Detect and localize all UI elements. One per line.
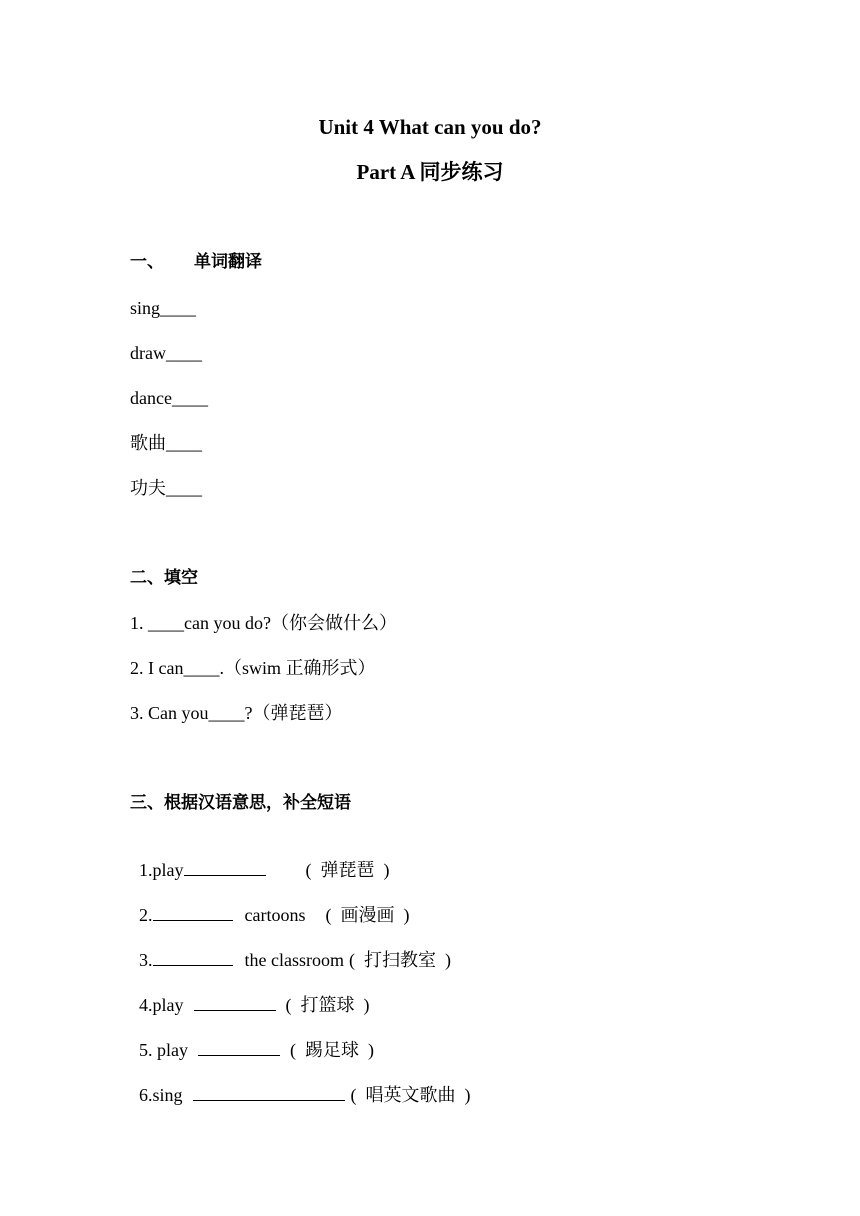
- phrase-prefix: 3.: [139, 950, 153, 970]
- document-title: Unit 4 What can you do?: [318, 115, 542, 139]
- list-item: draw____: [130, 343, 202, 363]
- phrase-prefix: 2.: [139, 905, 153, 925]
- phrase-item: [130, 972, 370, 1016]
- phrase-prefix: 1.play: [139, 860, 184, 880]
- answer-blank[interactable]: [194, 994, 276, 1011]
- phrase-translation: ( 踢足球 ): [290, 1040, 374, 1060]
- section-1-title: 单词翻译: [194, 252, 262, 272]
- list-item: 2. I can____.（swim 正确形式）: [130, 658, 376, 678]
- phrase-item: [130, 1062, 471, 1106]
- section-1-heading: [130, 251, 262, 273]
- phrase-translation: ( 打扫教室 ): [348, 950, 451, 970]
- list-item: dance____: [130, 388, 208, 408]
- phrase-prefix: 4.play: [139, 995, 184, 1015]
- answer-blank[interactable]: [193, 1084, 295, 1101]
- answer-blank[interactable]: [184, 859, 266, 876]
- phrase-prefix: 6.sing: [139, 1085, 183, 1105]
- list-item: 歌曲____: [130, 433, 202, 453]
- answer-blank[interactable]: [198, 1039, 280, 1056]
- list-item: sing____: [130, 298, 197, 318]
- phrase-item: [130, 927, 451, 971]
- list-item: 3. Can you____?（弹琵琶）: [130, 703, 343, 723]
- phrase-item: [130, 882, 409, 926]
- list-item: 功夫____: [130, 478, 202, 498]
- section-1-number: 一、: [130, 252, 164, 272]
- phrase-translation: ( 唱英文歌曲 ): [350, 1085, 471, 1105]
- phrase-translation: ( 弹琵琶 ): [305, 860, 390, 880]
- phrase-item: [130, 837, 390, 881]
- answer-blank[interactable]: [153, 904, 233, 921]
- phrase-word: the classroom: [244, 950, 344, 970]
- section-2-heading: 二、填空: [130, 568, 198, 588]
- section-3-heading: 三、根据汉语意思，补全短语: [130, 793, 351, 813]
- phrase-prefix: 5. play: [139, 1040, 188, 1060]
- answer-blank-extension[interactable]: [295, 1084, 345, 1101]
- phrase-translation: ( 打篮球 ): [285, 995, 370, 1015]
- document-subtitle: Part A 同步练习: [356, 160, 504, 184]
- phrase-item: [130, 1017, 374, 1061]
- list-item: 1. ____can you do?（你会做什么）: [130, 613, 397, 633]
- phrase-translation: ( 画漫画 ): [325, 905, 410, 925]
- answer-blank[interactable]: [153, 949, 233, 966]
- phrase-word: cartoons: [244, 905, 306, 925]
